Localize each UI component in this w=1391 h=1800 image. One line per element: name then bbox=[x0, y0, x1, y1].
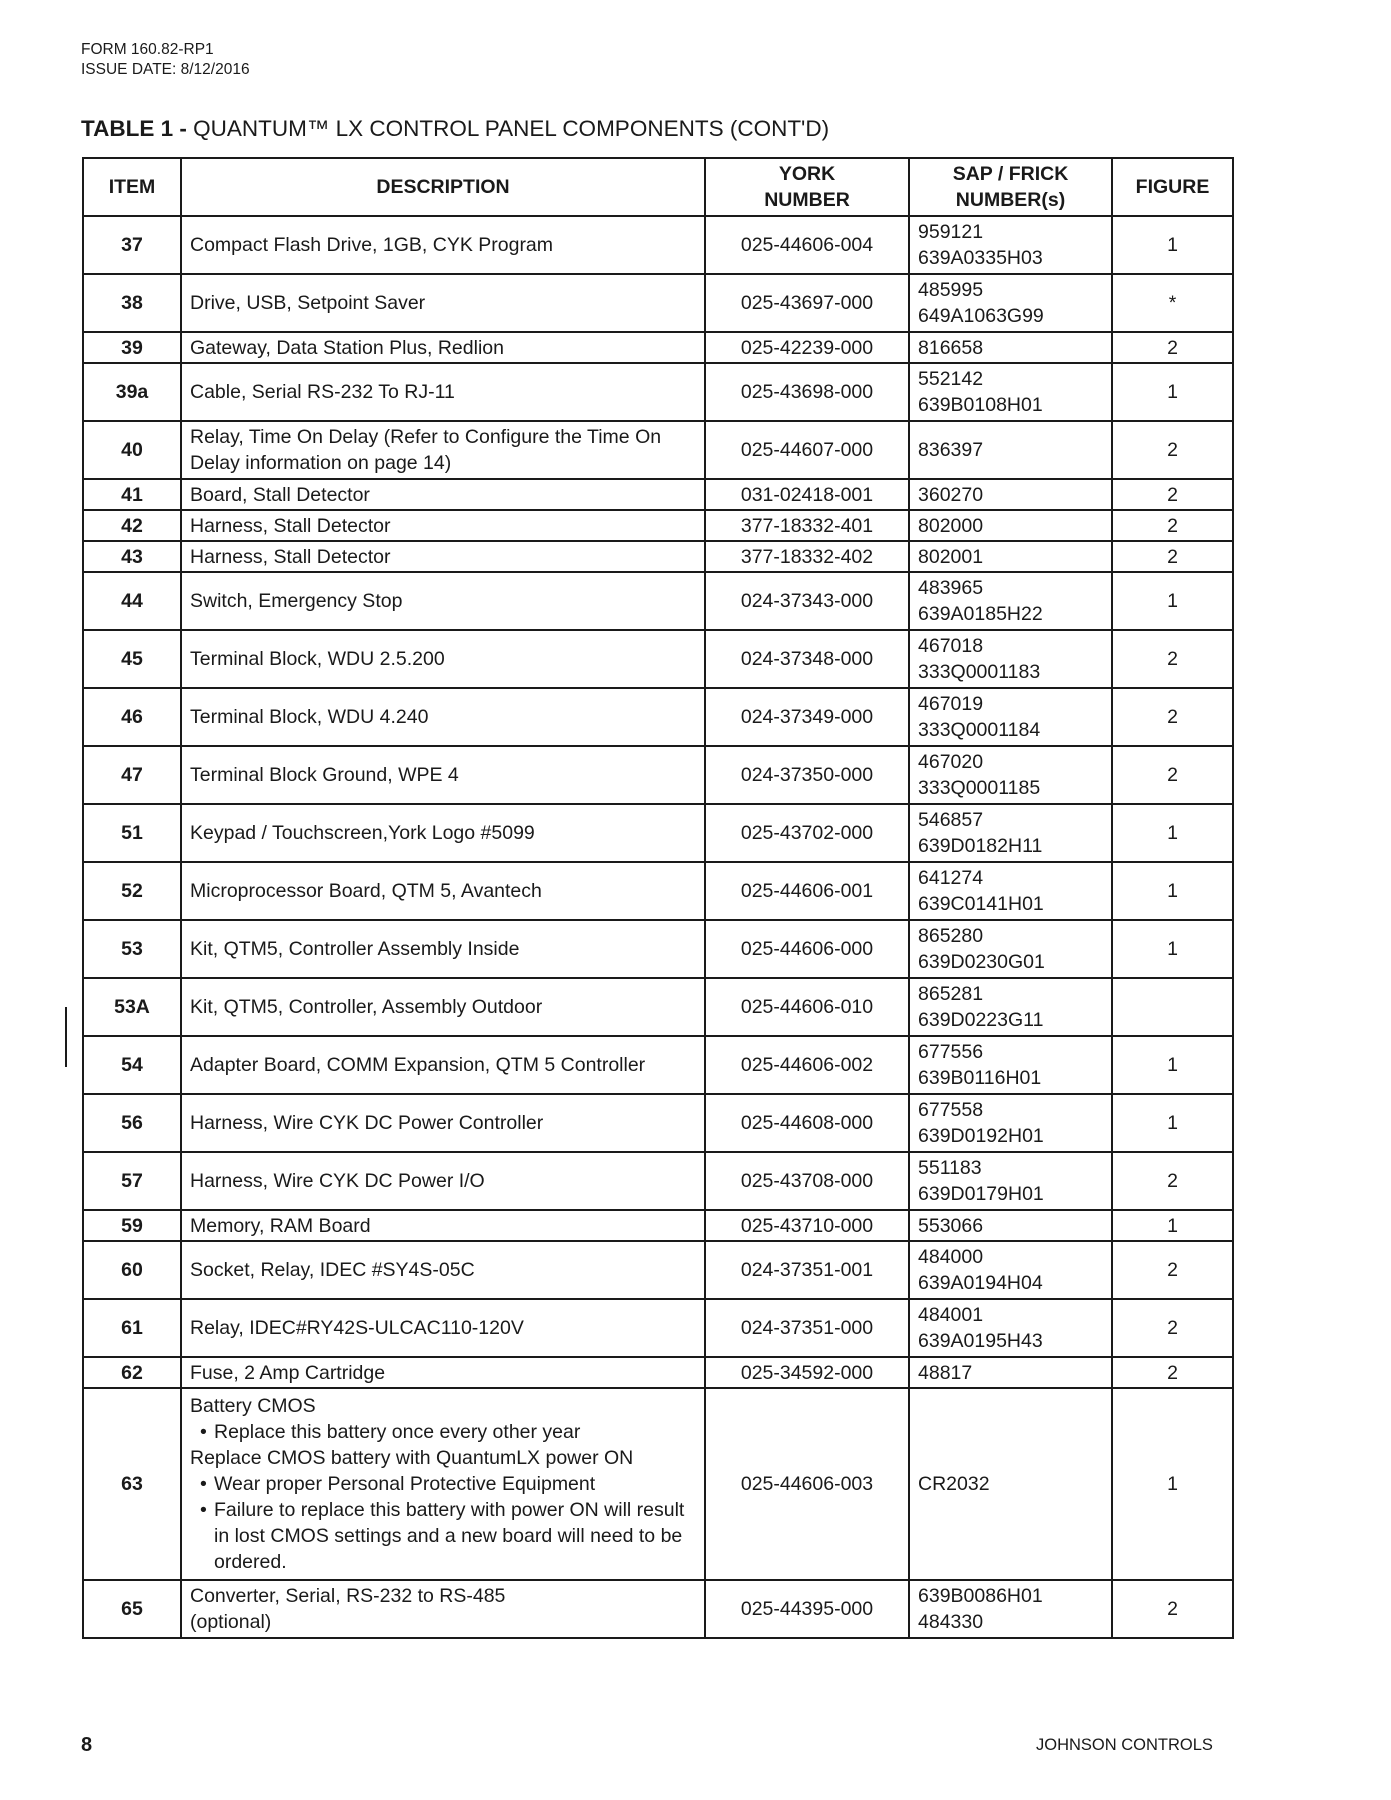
table-row bbox=[83, 688, 1233, 746]
table-row bbox=[83, 746, 1233, 804]
description-cell: Cable, Serial RS-232 To RJ-11 bbox=[181, 363, 705, 421]
page-number: 8 bbox=[81, 1734, 93, 1756]
table-row bbox=[83, 1580, 1233, 1638]
description-cell: Fuse, 2 Amp Cartridge bbox=[181, 1357, 705, 1388]
battery-line-2: Replace CMOS battery with QuantumLX power ON bbox=[190, 1447, 634, 1469]
figure-cell: 2 bbox=[1112, 332, 1233, 363]
figure-cell: 2 bbox=[1112, 1152, 1233, 1210]
york-number-cell: 031-02418-001 bbox=[705, 479, 909, 510]
item-cell: 39a bbox=[83, 363, 181, 421]
york-number-cell: 025-44395-000 bbox=[705, 1580, 909, 1638]
figure-cell bbox=[1112, 978, 1233, 1036]
description-cell: Kit, QTM5, Controller Assembly Inside bbox=[181, 920, 705, 978]
sap-number-cell: 802001 bbox=[909, 541, 1112, 572]
description-cell: Harness, Stall Detector bbox=[181, 541, 705, 572]
item-cell: 65 bbox=[83, 1580, 181, 1638]
item-cell: 51 bbox=[83, 804, 181, 862]
table-row bbox=[83, 274, 1233, 332]
item-cell: 53A bbox=[83, 978, 181, 1036]
york-number-cell: 024-37350-000 bbox=[705, 746, 909, 804]
figure-cell: 1 bbox=[1112, 1210, 1233, 1241]
figure-cell: 1 bbox=[1112, 363, 1233, 421]
york-number-cell: 025-43702-000 bbox=[705, 804, 909, 862]
item-cell: 56 bbox=[83, 1094, 181, 1152]
figure-cell: 1 bbox=[1112, 1036, 1233, 1094]
york-number-cell: 025-44606-001 bbox=[705, 862, 909, 920]
description-cell: Harness, Wire CYK DC Power Controller bbox=[181, 1094, 705, 1152]
table-title bbox=[81, 116, 829, 142]
footer-brand: JOHNSON CONTROLS bbox=[1036, 1736, 1213, 1754]
sap-number-cell: 552142 639B0108H01 bbox=[909, 363, 1112, 421]
item-cell: 63 bbox=[83, 1388, 181, 1580]
figure-cell: 2 bbox=[1112, 1241, 1233, 1299]
sap-number-cell: 641274 639C0141H01 bbox=[909, 862, 1112, 920]
table-row bbox=[83, 1210, 1233, 1241]
table-row bbox=[83, 1241, 1233, 1299]
table-row bbox=[83, 1152, 1233, 1210]
header-row bbox=[83, 158, 1233, 216]
sap-number-cell: 546857 639D0182H11 bbox=[909, 804, 1112, 862]
table-row bbox=[83, 363, 1233, 421]
item-cell: 53 bbox=[83, 920, 181, 978]
table-row bbox=[83, 1036, 1233, 1094]
description-cell: Relay, IDEC#RY42S-ULCAC110-120V bbox=[181, 1299, 705, 1357]
description-cell: Board, Stall Detector bbox=[181, 479, 705, 510]
item-cell: 42 bbox=[83, 510, 181, 541]
sap-number-cell: 677556 639B0116H01 bbox=[909, 1036, 1112, 1094]
description-cell: Microprocessor Board, QTM 5, Avantech bbox=[181, 862, 705, 920]
figure-cell: 2 bbox=[1112, 510, 1233, 541]
york-number-cell: 025-43697-000 bbox=[705, 274, 909, 332]
table-row bbox=[83, 1299, 1233, 1357]
battery-bullet-3: • Failure to replace this battery with power ON will result in lost CMOS settings and a new board will need to be ordered. bbox=[200, 1497, 696, 1575]
figure-cell: 2 bbox=[1112, 421, 1233, 479]
york-number-cell: 025-44606-004 bbox=[705, 216, 909, 274]
description-cell: Terminal Block Ground, WPE 4 bbox=[181, 746, 705, 804]
battery-line-1: Battery CMOS bbox=[190, 1395, 316, 1417]
description-cell: Gateway, Data Station Plus, Redlion bbox=[181, 332, 705, 363]
item-cell: 52 bbox=[83, 862, 181, 920]
figure-cell: * bbox=[1112, 274, 1233, 332]
figure-cell: 2 bbox=[1112, 541, 1233, 572]
change-bar bbox=[65, 1007, 67, 1067]
item-cell: 37 bbox=[83, 216, 181, 274]
figure-cell: 2 bbox=[1112, 1580, 1233, 1638]
description-cell: Keypad / Touchscreen,York Logo #5099 bbox=[181, 804, 705, 862]
description-cell: Harness, Stall Detector bbox=[181, 510, 705, 541]
sap-number-cell: 865280 639D0230G01 bbox=[909, 920, 1112, 978]
item-cell: 45 bbox=[83, 630, 181, 688]
sap-number-cell: 959121 639A0335H03 bbox=[909, 216, 1112, 274]
york-number-cell: 024-37351-000 bbox=[705, 1299, 909, 1357]
sap-number-cell: 836397 bbox=[909, 421, 1112, 479]
york-number-cell: 025-44607-000 bbox=[705, 421, 909, 479]
description-cell: Socket, Relay, IDEC #SY4S-05C bbox=[181, 1241, 705, 1299]
table-row bbox=[83, 978, 1233, 1036]
item-cell: 39 bbox=[83, 332, 181, 363]
figure-cell: 1 bbox=[1112, 1388, 1233, 1580]
figure-cell: 1 bbox=[1112, 862, 1233, 920]
description-cell: Compact Flash Drive, 1GB, CYK Program bbox=[181, 216, 705, 274]
york-number-cell: 025-34592-000 bbox=[705, 1357, 909, 1388]
york-number-cell: 025-44608-000 bbox=[705, 1094, 909, 1152]
table-row bbox=[83, 421, 1233, 479]
item-cell: 38 bbox=[83, 274, 181, 332]
figure-cell: 1 bbox=[1112, 920, 1233, 978]
description-cell: Switch, Emergency Stop bbox=[181, 572, 705, 630]
table-row bbox=[83, 541, 1233, 572]
description-cell: Terminal Block, WDU 4.240 bbox=[181, 688, 705, 746]
item-cell: 41 bbox=[83, 479, 181, 510]
york-number-cell: 025-42239-000 bbox=[705, 332, 909, 363]
sap-number-cell: 467019 333Q0001184 bbox=[909, 688, 1112, 746]
figure-cell: 2 bbox=[1112, 1357, 1233, 1388]
components-table bbox=[82, 157, 1234, 1639]
sap-number-cell: 360270 bbox=[909, 479, 1112, 510]
item-cell: 57 bbox=[83, 1152, 181, 1210]
york-number-cell: 025-44606-000 bbox=[705, 920, 909, 978]
york-number-cell: 025-43698-000 bbox=[705, 363, 909, 421]
table-row bbox=[83, 572, 1233, 630]
item-cell: 40 bbox=[83, 421, 181, 479]
description-cell: Kit, QTM5, Controller, Assembly Outdoor bbox=[181, 978, 705, 1036]
item-cell: 47 bbox=[83, 746, 181, 804]
figure-cell: 2 bbox=[1112, 479, 1233, 510]
col-item: ITEM bbox=[83, 158, 181, 216]
col-description: DESCRIPTION bbox=[181, 158, 705, 216]
table-row bbox=[83, 920, 1233, 978]
table-row bbox=[83, 479, 1233, 510]
york-number-cell: 025-44606-010 bbox=[705, 978, 909, 1036]
table-row bbox=[83, 1094, 1233, 1152]
col-york-number: YORK NUMBER bbox=[705, 158, 909, 216]
sap-number-cell: 484001 639A0195H43 bbox=[909, 1299, 1112, 1357]
item-cell: 54 bbox=[83, 1036, 181, 1094]
table-row bbox=[83, 630, 1233, 688]
york-number-cell: 024-37343-000 bbox=[705, 572, 909, 630]
york-number-cell: 024-37349-000 bbox=[705, 688, 909, 746]
table-row bbox=[83, 804, 1233, 862]
description-cell: Harness, Wire CYK DC Power I/O bbox=[181, 1152, 705, 1210]
figure-cell: 1 bbox=[1112, 1094, 1233, 1152]
sap-number-cell: 467018 333Q0001183 bbox=[909, 630, 1112, 688]
issue-date: ISSUE DATE: 8/12/2016 bbox=[81, 61, 250, 78]
sap-number-cell: 802000 bbox=[909, 510, 1112, 541]
sap-number-cell: 865281 639D0223G11 bbox=[909, 978, 1112, 1036]
york-number-cell: 025-43708-000 bbox=[705, 1152, 909, 1210]
sap-number-cell: 484000 639A0194H04 bbox=[909, 1241, 1112, 1299]
form-header bbox=[81, 40, 250, 80]
description-cell: Terminal Block, WDU 2.5.200 bbox=[181, 630, 705, 688]
york-number-cell: 024-37348-000 bbox=[705, 630, 909, 688]
figure-cell: 2 bbox=[1112, 746, 1233, 804]
sap-number-cell: 639B0086H01 484330 bbox=[909, 1580, 1112, 1638]
york-number-cell: 377-18332-401 bbox=[705, 510, 909, 541]
figure-cell: 1 bbox=[1112, 216, 1233, 274]
item-cell: 44 bbox=[83, 572, 181, 630]
york-number-cell: 025-43710-000 bbox=[705, 1210, 909, 1241]
item-cell: 59 bbox=[83, 1210, 181, 1241]
item-cell: 60 bbox=[83, 1241, 181, 1299]
col-sap-number: SAP / FRICK NUMBER(s) bbox=[909, 158, 1112, 216]
table-title-prefix: TABLE 1 - bbox=[81, 116, 187, 141]
table-row bbox=[83, 862, 1233, 920]
description-cell bbox=[181, 1388, 705, 1580]
item-cell: 61 bbox=[83, 1299, 181, 1357]
battery-bullet-1: • Replace this battery once every other year bbox=[200, 1419, 696, 1445]
description-cell: Drive, USB, Setpoint Saver bbox=[181, 274, 705, 332]
description-cell: Relay, Time On Delay (Refer to Configure the Time On Delay information on page 14) bbox=[181, 421, 705, 479]
sap-number-cell: 677558 639D0192H01 bbox=[909, 1094, 1112, 1152]
col-figure: FIGURE bbox=[1112, 158, 1233, 216]
item-cell: 46 bbox=[83, 688, 181, 746]
sap-number-cell: 467020 333Q0001185 bbox=[909, 746, 1112, 804]
figure-cell: 1 bbox=[1112, 804, 1233, 862]
description-cell: Adapter Board, COMM Expansion, QTM 5 Controller bbox=[181, 1036, 705, 1094]
table-row bbox=[83, 510, 1233, 541]
table-row-battery bbox=[83, 1388, 1233, 1580]
sap-number-cell: 48817 bbox=[909, 1357, 1112, 1388]
york-number-cell: 025-44606-002 bbox=[705, 1036, 909, 1094]
sap-number-cell: 485995 649A1063G99 bbox=[909, 274, 1112, 332]
figure-cell: 2 bbox=[1112, 630, 1233, 688]
york-number-cell: 025-44606-003 bbox=[705, 1388, 909, 1580]
figure-cell: 2 bbox=[1112, 688, 1233, 746]
item-cell: 62 bbox=[83, 1357, 181, 1388]
description-cell: Memory, RAM Board bbox=[181, 1210, 705, 1241]
sap-number-cell: 553066 bbox=[909, 1210, 1112, 1241]
sap-number-cell: 483965 639A0185H22 bbox=[909, 572, 1112, 630]
sap-number-cell: 816658 bbox=[909, 332, 1112, 363]
item-cell: 43 bbox=[83, 541, 181, 572]
sap-number-cell: 551183 639D0179H01 bbox=[909, 1152, 1112, 1210]
battery-bullet-2: • Wear proper Personal Protective Equipment bbox=[200, 1471, 696, 1497]
table-row bbox=[83, 1357, 1233, 1388]
york-number-cell: 377-18332-402 bbox=[705, 541, 909, 572]
description-cell: Converter, Serial, RS-232 to RS-485 (optional) bbox=[181, 1580, 705, 1638]
table-title-text: QUANTUM™ LX CONTROL PANEL COMPONENTS (CONT'D) bbox=[186, 116, 830, 141]
sap-number-cell: CR2032 bbox=[909, 1388, 1112, 1580]
form-number: FORM 160.82-RP1 bbox=[81, 41, 214, 58]
york-number-cell: 024-37351-001 bbox=[705, 1241, 909, 1299]
figure-cell: 1 bbox=[1112, 572, 1233, 630]
table-row bbox=[83, 216, 1233, 274]
table-row bbox=[83, 332, 1233, 363]
figure-cell: 2 bbox=[1112, 1299, 1233, 1357]
